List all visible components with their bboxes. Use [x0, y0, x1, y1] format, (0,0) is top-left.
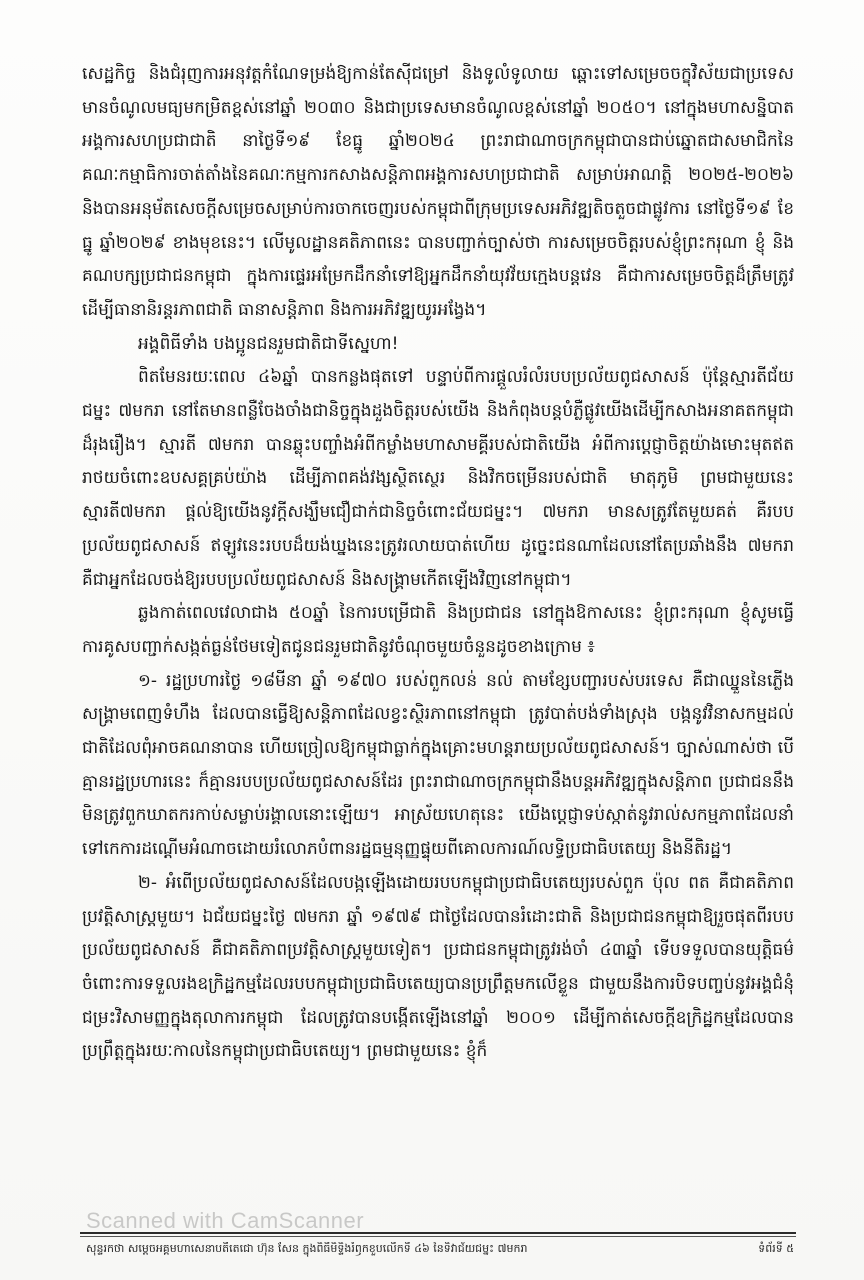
- paragraph-point-2: ២- អំពើប្រល័យពូជសាសន៍ដែលបង្កឡើងដោយរបបកម្ពុជាប្រជាធិបតេយ្យរបស់ពួក ប៉ុល ពត គឺជាគតិភាពប្រវត្តិសាស្ត្រមួយ។ ឯជ័យជម្នះថ្ងៃ ៧មករា ឆ្នាំ ១៩៧៩ ជាថ្ងៃដែលបានរំដោះជាតិ និងប្រជាជនកម្ពុជាឱ្យរួចផុតពីរបបប្រល័យពូជសាសន៍ គឺជាគតិភាពប្រវត្តិសាស្ត្រមួយទៀត។ ប្រជាជនកម្ពុជាត្រូវរង់ចាំ ៤៣ឆ្នាំ ទើបទទួលបានយុត្តិធម៌ចំពោះការទទួលរងឧក្រិដ្ឋកម្មដែលរបបកម្ពុជាប្រជាធិបតេយ្យបានប្រព្រឹត្តមកលើខ្លួន ជាមួយនឹងការបិទបញ្ចប់នូវអង្គជំនុំជម្រះវិសាមញ្ញក្នុងតុលាការកម្ពុជា ដែលត្រូវបានបង្កើតឡើងនៅឆ្នាំ ២០០១ ដើម្បីកាត់សេចក្តីឧក្រិដ្ឋកម្មដែលបានប្រព្រឹត្តក្នុងរយៈកាលនៃកម្ពុជាប្រជាធិបតេយ្យ។ ព្រមជាមួយនេះ ខ្ញុំក៏: [82, 872, 794, 1062]
- paragraph-3: ពិតមែនរយៈពេល ៤៦ឆ្នាំ បានកន្លងផុតទៅ បន្ទាប់ពីការផ្តួលរំលំរបបប្រល័យពូជសាសន៍ ប៉ុន្តែស្មារតីជ័យជម្នះ ៧មករា នៅតែមានពន្លឺចែងចាំងជានិច្ចក្នុងដួងចិត្តរបស់យើង និងកំពុងបន្តបំភ្លឺផ្លូវយើងដើម្បីកសាងអនាគតកម្ពុជាដ៏រុងរឿង។ ស្មារតី ៧មករា បានឆ្លុះបញ្ចាំងអំពីកម្លាំងមហាសាមគ្គីរបស់ជាតិយើង អំពីការប្តេជ្ញាចិត្តយ៉ាងមោះមុតឥតរាថយចំពោះឧបសគ្គគ្រប់យ៉ាង ដើម្បីភាពគង់វង្សស្ថិតស្ថេរ និងវិកចម្រើនរបស់ជាតិ មាតុភូមិ ព្រមជាមួយនេះ ស្មារតី៧មករា ផ្តល់ឱ្យយើងនូវក្តីសង្ឃឹមជឿជាក់ជានិច្ចចំពោះជ័យជម្នះ។ ៧មករា មានសត្រូវតែមួយគត់ គឺរបបប្រល័យពូជសាសន៍ ឥឡូវនេះរបបដ៏យង់ឃ្នងនេះត្រូវរលាយបាត់ហើយ ដូច្នេះជនណាដែលនៅតែប្រឆាំងនឹង ៧មករា គឺជាអ្នកដែលចង់ឱ្យរបបប្រល័យពូជសាសន៍ និងសង្គ្រាមកើតឡើងវិញនៅកម្ពុជា។: [82, 367, 794, 590]
- footer-title: សុន្ទរកថា សម្តេចអគ្គមហាសេនាបតីតេជោ ហ៊ុន សែន ក្នុងពិធីមិទ្ទិងរំឭកខួបលើកទី ៤៦ នៃទិវាជ័យជម្នះ ៧មករា: [86, 1242, 528, 1255]
- scanner-watermark: Scanned with CamScanner: [86, 1208, 365, 1233]
- footer-divider: [80, 1232, 796, 1234]
- paragraph-point-1: ១- រដ្ឋប្រហារថ្ងៃ ១៨មីនា ឆ្នាំ ១៩៧០ របស់ពួកលន់ នល់ តាមខ្សែបញ្ជារបស់បរទេស គឺជាឈ្នួននៃភ្លើងសង្គ្រាមពេញទំហឹង ដែលបានធ្វើឱ្យសន្តិភាពដែលខ្វះស្ថិរភាពនៅកម្ពុជា ត្រូវបាត់បង់ទាំងស្រុង បង្កនូវវិនាសកម្មដល់ជាតិដែលពុំអាចគណនាបាន ហើយច្រៀលឱ្យកម្ពុជាធ្លាក់ក្នុងគ្រោះមហន្តរាយប្រល័យពូជសាសន៍។ ច្បាស់ណាស់ថា បើគ្មានរដ្ឋប្រហារនេះ ក៏គ្មានរបបប្រល័យពូជសាសន៍ដែរ ព្រះរាជាណាចក្រកម្ពុជានឹងបន្តអភិវឌ្ឍក្នុងសន្តិភាព ប្រជាជននឹងមិនត្រូវពួកឃាតករកាប់សម្លាប់រង្គាលនោះឡើយ។ អាស្រ័យហេតុនេះ យើងប្តេជ្ញាទប់ស្កាត់នូវរាល់សកម្មភាពដែលនាំទៅកេការដណ្តើមអំណាចដោយរំលោភបំពានរដ្ឋធម្មនុញ្ញផ្ទុយពីគោលការណ៍លទ្ធិប្រជាធិបតេយ្យ និងនីតិរដ្ឋ។: [82, 670, 794, 860]
- footer-divider-thin: [80, 1236, 796, 1237]
- paragraph-4: ឆ្លងកាត់ពេលវេលាជាង ៥០ឆ្នាំ នៃការបម្រើជាតិ និងប្រជាជន នៅក្នុងឱកាសនេះ ខ្ញុំព្រះករុណា ខ្ញុំសូមធ្វើការគូសបញ្ជាក់សង្កត់ធ្ងន់ថែមទៀតជូនជនរួមជាតិនូវចំណុចមួយចំនួនដូចខាងក្រោម ៖: [82, 603, 794, 657]
- page-number: ទំព័រទី ៥: [758, 1242, 794, 1255]
- paragraph-1: សេដ្ឋកិច្ច និងជំរុញការអនុវត្តកំណែទម្រង់ឱ្យកាន់តែស៊ីជម្រៅ និងទូលំទូលាយ ឆ្ពោះទៅសម្រេចចក្ខុវិស័យជាប្រទេសមានចំណូលមធ្យមកម្រិតខ្ពស់នៅឆ្នាំ ២០៣០ និងជាប្រទេសមានចំណូលខ្ពស់នៅឆ្នាំ ២០៥០។ នៅក្នុងមហាសន្និបាតអង្គការសហប្រជាជាតិ នាថ្ងៃទី១៩ ខែធ្នូ ឆ្នាំ២០២៤ ព្រះរាជាណាចក្រកម្ពុជាបានជាប់ឆ្នោតជាសមាជិកនៃគណៈកម្មាធិការចាត់តាំងនៃគណៈកម្មការកសាងសន្តិភាពអង្គការសហប្រជាជាតិ សម្រាប់អាណត្តិ ២០២៥-២០២៦ និងបានអនុម័តសេចក្តីសម្រេចសម្រាប់ការចាកចេញរបស់កម្ពុជាពីក្រុមប្រទេសអភិវឌ្ឍតិចតួចជាផ្លូវការ នៅថ្ងៃទី១៩ ខែធ្នូ ឆ្នាំ២០២៩ ខាងមុខនេះ។ លើមូលដ្ឋានគតិភាពនេះ បានបញ្ជាក់ច្បាស់ថា ការសម្រេចចិត្តរបស់ខ្ញុំព្រះករុណា ខ្ញុំ និងគណបក្សប្រជាជនកម្ពុជា ក្នុងការផ្ទេរអម្រែកដឹកនាំទៅឱ្យអ្នកដឹកនាំយុវវ័យក្មេងបន្តវេន គឺជាការសម្រេចចិត្តដ៏ត្រឹមត្រូវ ដើម្បីធានានិរន្តរភាពជាតិ ធានាសន្តិភាព និងការអភិវឌ្ឍយូរអង្វែង។: [82, 64, 794, 320]
- paragraph-greeting: អង្គពិធីទាំង បងប្អូនជនរួមជាតិជាទីស្នេហា!: [138, 333, 399, 354]
- speech-body: [82, 58, 794, 1069]
